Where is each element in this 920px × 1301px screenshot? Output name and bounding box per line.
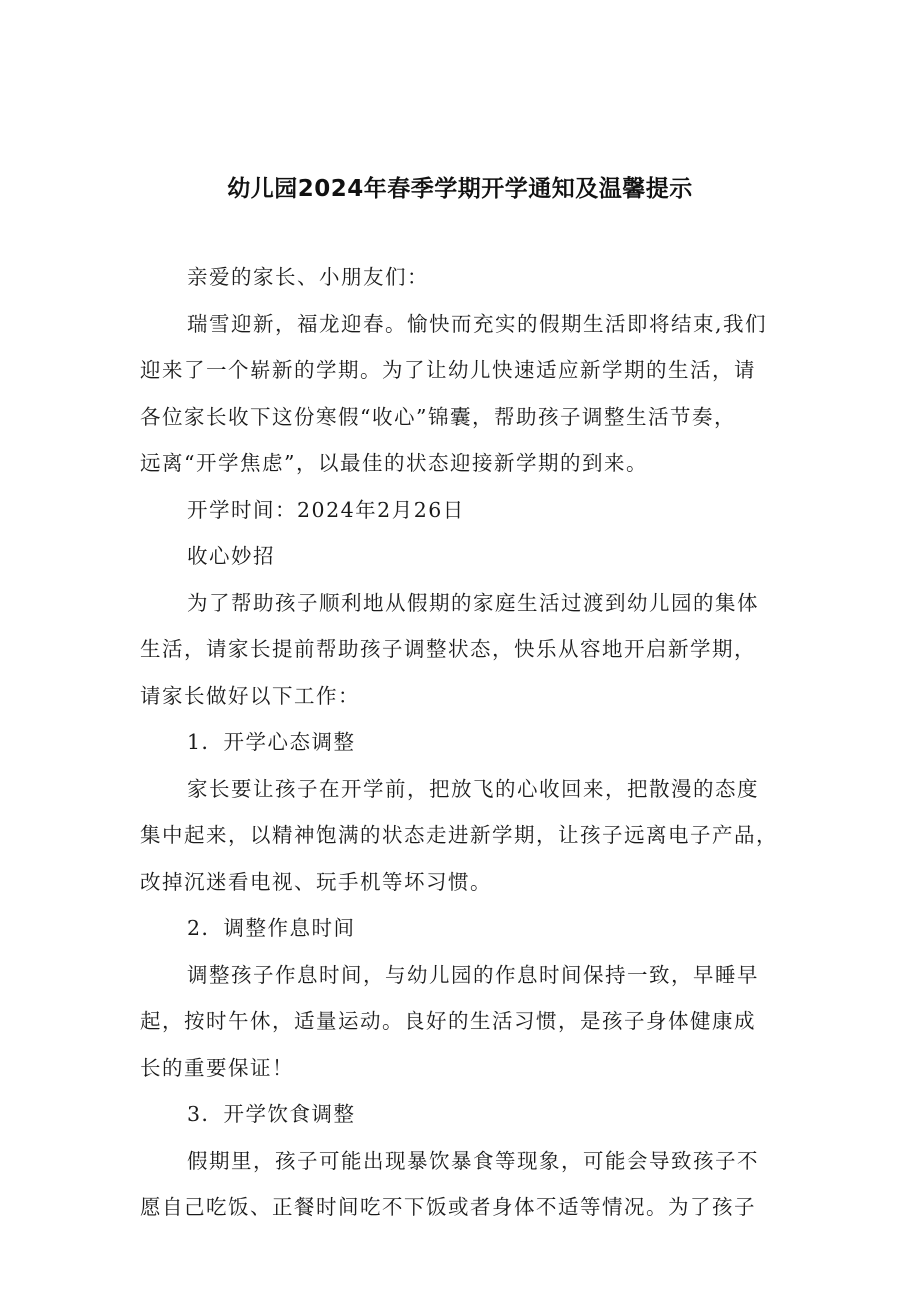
text-line: 开学时间：2024年2月26日: [187, 497, 465, 522]
text-line: 1．开学心态调整: [187, 730, 356, 754]
text-line: 集中起来，以精神饱满的状态走进新学期，让孩子远离电子产品，: [140, 823, 778, 847]
text-line: 起，按时午休，适量运动。良好的生活习惯，是孩子身体健康成: [140, 1009, 756, 1033]
text-line: 改掉沉迷看电视、玩手机等坏习惯。: [140, 869, 492, 894]
text-line: 各位家长收下这份寒假“收心”锦囊，帮助孩子调整生活节奏，: [140, 404, 736, 429]
text-line: 瑞雪迎新，福龙迎春。愉快而充实的假期生活即将结束,我们: [187, 311, 768, 336]
text-line: 生活，请家长提前帮助孩子调整状态，快乐从容地开启新学期，: [140, 637, 756, 661]
text-line: 收心妙招: [187, 544, 275, 568]
text-line: 2．调整作息时间: [187, 916, 356, 940]
text-line: 假期里，孩子可能出现暴饮暴食等现象，可能会导致孩子不: [187, 1148, 759, 1173]
text-line: 3．开学饮食调整: [187, 1102, 356, 1126]
document-title: 幼儿园2024年春季学期开学通知及温馨提示: [227, 176, 693, 202]
text-line: 愿自己吃饭、正餐时间吃不下饭或者身体不适等情况。为了孩子: [140, 1195, 756, 1219]
text-line: 长的重要保证！: [140, 1055, 294, 1080]
text-line: 远离“开学焦虑”，以最佳的状态迎接新学期的到来。: [140, 451, 648, 475]
document-body: [140, 254, 800, 1231]
text-line: 亲爱的家长、小朋友们：: [187, 265, 429, 289]
text-line: 家长要让孩子在开学前，把放飞的心收回来，把散漫的态度: [187, 776, 759, 801]
text-line: 迎来了一个崭新的学期。为了让幼儿快速适应新学期的生活，请: [140, 358, 756, 382]
text-line: 调整孩子作息时间，与幼儿园的作息时间保持一致，早睡早: [187, 962, 759, 987]
text-line: 为了帮助孩子顺利地从假期的家庭生活过渡到幼儿园的集体: [187, 590, 759, 615]
text-line: 请家长做好以下工作：: [140, 683, 360, 708]
